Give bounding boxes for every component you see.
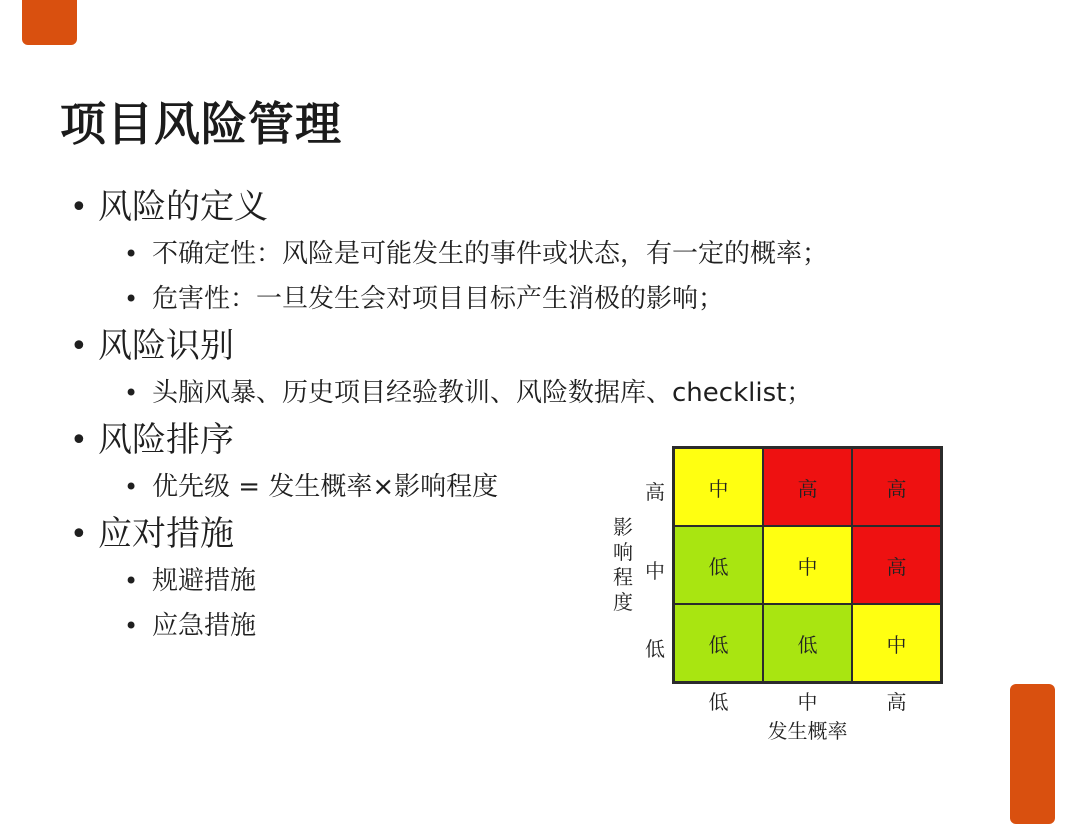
y-axis-label-char: 程 bbox=[613, 565, 633, 589]
section-heading: 风险识别 bbox=[98, 326, 234, 366]
matrix-cell: 低 bbox=[674, 604, 763, 682]
matrix-cell: 高 bbox=[852, 526, 941, 604]
matrix-cell: 中 bbox=[852, 604, 941, 682]
matrix-x-tick-mid: 中 bbox=[797, 690, 818, 714]
section-item: 头脑风暴、历史项目经验教训、风险数据库、checklist； bbox=[152, 378, 813, 408]
matrix-y-axis-label bbox=[608, 515, 638, 615]
y-axis-label-char: 响 bbox=[613, 540, 633, 564]
bullet-dot-icon: • bbox=[70, 517, 88, 552]
section-heading: 应对措施 bbox=[98, 514, 234, 554]
matrix-cell: 高 bbox=[852, 448, 941, 526]
risk-matrix-grid bbox=[672, 446, 943, 684]
matrix-cell: 低 bbox=[674, 526, 763, 604]
matrix-cell: 低 bbox=[763, 604, 852, 682]
matrix-y-tick-high: 高 bbox=[645, 480, 665, 504]
matrix-cell: 高 bbox=[763, 448, 852, 526]
corner-accent-bottom-right bbox=[1010, 684, 1055, 824]
bullet-dot-icon: • bbox=[124, 473, 139, 501]
bullet-level2 bbox=[70, 232, 1030, 277]
matrix-cell: 中 bbox=[763, 526, 852, 604]
y-axis-label-char: 度 bbox=[613, 590, 633, 614]
y-axis-label-char: 影 bbox=[613, 515, 633, 539]
bullet-dot-icon: • bbox=[124, 285, 139, 313]
matrix-cell: 中 bbox=[674, 448, 763, 526]
bullet-dot-icon: • bbox=[70, 190, 88, 225]
slide-title: 项目风险管理 bbox=[60, 97, 342, 151]
section-item: 规避措施 bbox=[152, 566, 257, 596]
matrix-x-tick-high: 高 bbox=[886, 690, 907, 714]
bullet-dot-icon: • bbox=[70, 423, 88, 458]
matrix-y-tick-low: 低 bbox=[645, 637, 665, 661]
section-heading: 风险排序 bbox=[98, 420, 234, 460]
matrix-y-tick-mid: 中 bbox=[645, 559, 665, 583]
section-item: 应急措施 bbox=[152, 611, 257, 641]
bullet-dot-icon: • bbox=[70, 329, 88, 364]
bullet-dot-icon: • bbox=[124, 612, 139, 640]
section-item: 优先级 = 发生概率×影响程度 bbox=[152, 472, 499, 502]
matrix-x-tick-low: 低 bbox=[708, 690, 729, 714]
bullet-level2 bbox=[70, 277, 1030, 322]
matrix-x-axis-label: 发生概率 bbox=[767, 719, 848, 743]
section-item: 危害性：一旦发生会对项目目标产生消极的影响； bbox=[152, 284, 725, 314]
section-item: 不确定性：风险是可能发生的事件或状态，有一定的概率； bbox=[152, 239, 829, 269]
corner-accent-top-left bbox=[22, 0, 77, 45]
bullet-dot-icon: • bbox=[124, 567, 139, 595]
bullet-level1 bbox=[70, 183, 1030, 232]
bullet-dot-icon: • bbox=[124, 240, 139, 268]
bullet-dot-icon: • bbox=[124, 379, 139, 407]
section-heading: 风险的定义 bbox=[98, 187, 268, 227]
risk-matrix bbox=[672, 446, 943, 684]
bullet-level2 bbox=[70, 371, 1030, 416]
bullet-level1 bbox=[70, 322, 1030, 371]
